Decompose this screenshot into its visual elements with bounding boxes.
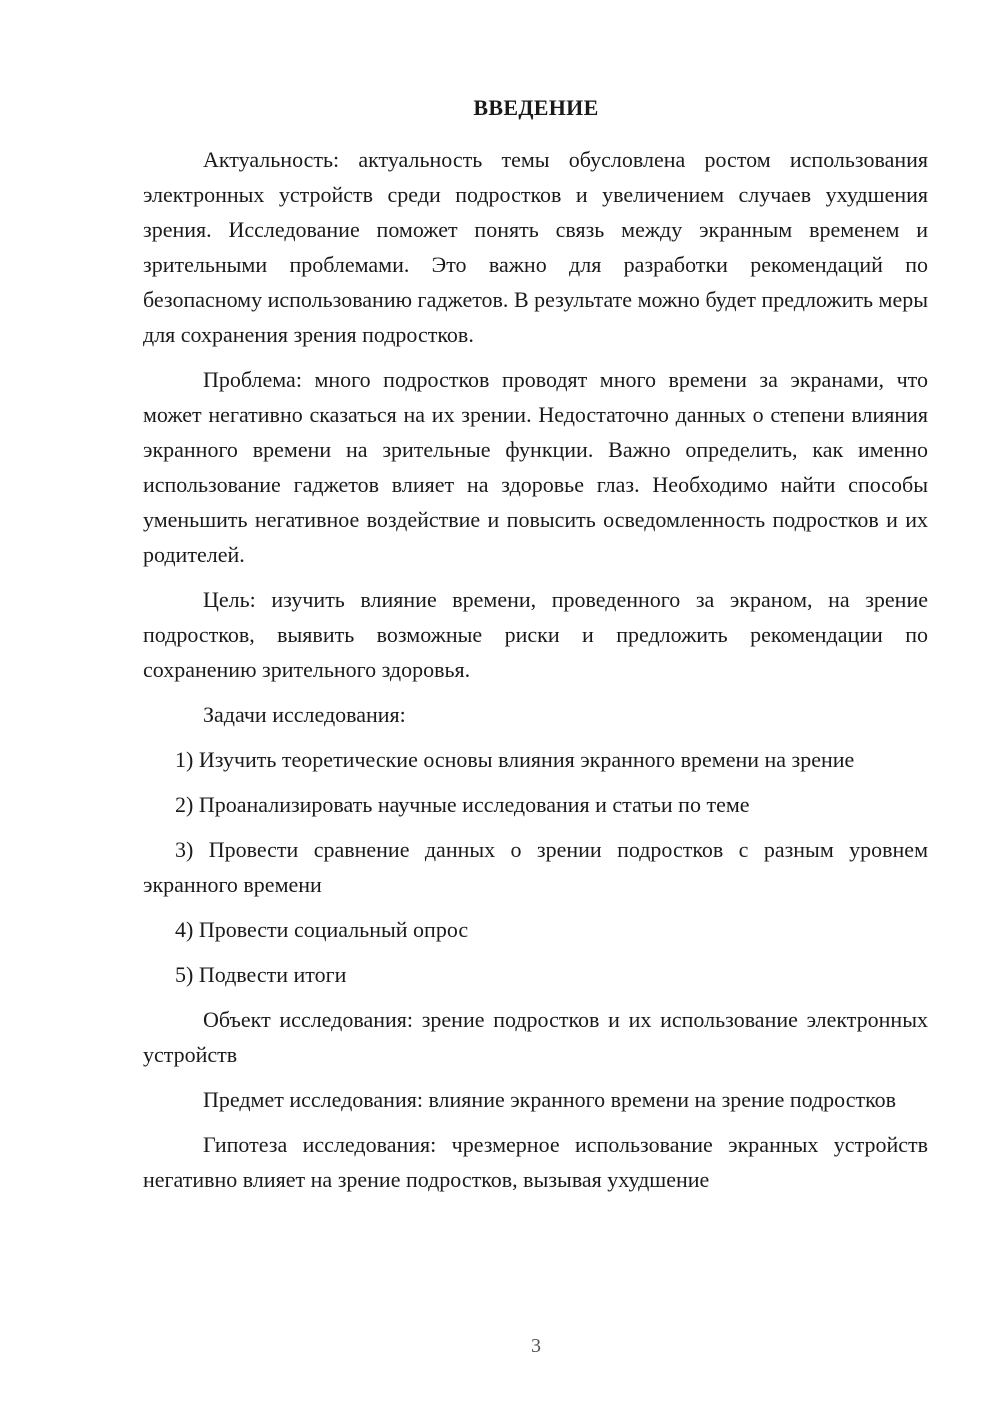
page-number: 3 (531, 1335, 541, 1357)
paragraph-hypothesis: Гипотеза исследования: чрезмерное использование экранных устройств негативно влияет на зрение подростков, вызывая ухудшение (143, 1132, 928, 1192)
paragraph-goal: Цель: изучить влияние времени, проведенного за экраном, на зрение подростков, выявить возможные риски и предложить рекомендации по сохранению зрительного здоровья. (143, 587, 928, 682)
paragraph-problem: Проблема: много подростков проводят много времени за экранами, что может негативно сказаться на их зрении. Недостаточно данных о степени влияния экранного времени на зрительные функции. Важно определить, как именно использование гаджетов влияет на здоровье глаз. Необходимо найти способы уменьшить негативное воздействие и повысить осведомленность подростков и их родителей. (143, 367, 928, 567)
page-title: ВВЕДЕНИЕ (473, 95, 599, 120)
task-item-3: 3) Провести сравнение данных о зрении подростков с разным уровнем экранного времени (143, 837, 928, 897)
task-item-4: 4) Провести социальный опрос (175, 917, 469, 942)
paragraph-subject: Предмет исследования: влияние экранного времени на зрение подростков (203, 1087, 897, 1112)
paragraph-object: Объект исследования: зрение подростков и их использование электронных устройств (143, 1007, 928, 1067)
document-body (143, 142, 928, 1207)
paragraph-relevance: Актуальность: актуальность темы обусловлена ростом использования электронных устройств среди подростков и увеличением случаев ухудшения зрения. Исследование поможет понять связь между экранным временем и зрительными проблемами. Это важно для разработки рекомендаций по безопасному использованию гаджетов. В результате можно будет предложить меры для сохранения зрения подростков. (143, 147, 928, 347)
task-item-5: 5) Подвести итоги (175, 962, 347, 987)
tasks-heading: Задачи исследования: (203, 702, 406, 727)
task-item-1: 1) Изучить теоретические основы влияния экранного времени на зрение (175, 747, 855, 772)
task-item-2: 2) Проанализировать научные исследования и статьи по теме (175, 792, 750, 817)
